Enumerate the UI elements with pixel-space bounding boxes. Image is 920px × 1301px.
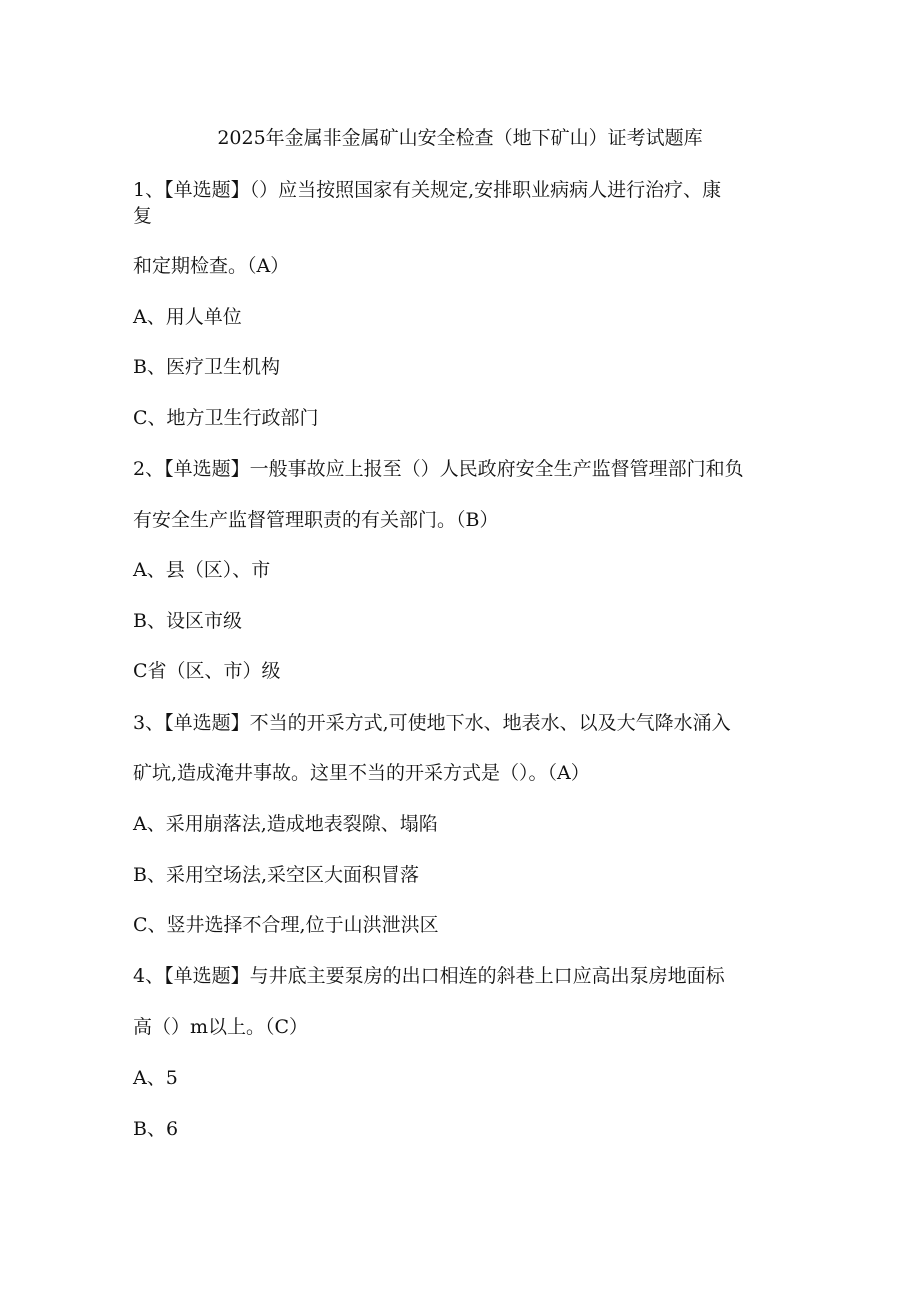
question-4-option-b: B、6 xyxy=(133,1118,179,1140)
question-3-line-2: 矿坑,造成淹井事故。这里不当的开采方式是（）。（A） xyxy=(133,762,590,784)
question-1-line-1: 1、【单选题】（）应当按照国家有关规定,安排职业病病人进行治疗、康 xyxy=(133,179,722,201)
document-title: 2025年金属非金属矿山安全检查（地下矿山）证考试题库 xyxy=(217,127,703,149)
question-3-option-c: C、竖井选择不合理,位于山洪泄洪区 xyxy=(133,914,439,936)
question-2-line-1: 2、【单选题】一般事故应上报至（）人民政府安全生产监督管理部门和负 xyxy=(133,458,744,480)
question-2-option-b: B、设区市级 xyxy=(133,610,242,632)
question-4-line-2: 高（）m以上。（C） xyxy=(133,1016,309,1038)
question-2-line-2: 有安全生产监督管理职责的有关部门。（B） xyxy=(133,509,499,531)
question-2-option-c: C省（区、市）级 xyxy=(133,660,281,682)
question-4-line-1: 4、【单选题】与井底主要泵房的出口相连的斜巷上口应高出泵房地面标 xyxy=(133,965,725,987)
question-2-option-a: A、县（区）、市 xyxy=(133,559,271,581)
question-1-line-2: 复 xyxy=(133,205,153,227)
question-4-option-a: A、5 xyxy=(133,1067,178,1089)
question-3-line-1: 3、【单选题】不当的开采方式,可使地下水、地表水、以及大气降水涌入 xyxy=(133,712,731,734)
question-1-option-b: B、医疗卫生机构 xyxy=(133,356,280,378)
question-3-option-a: A、采用崩落法,造成地表裂隙、塌陷 xyxy=(133,813,438,835)
question-3-option-b: B、采用空场法,采空区大面积冒落 xyxy=(133,864,420,886)
question-1-option-c: C、地方卫生行政部门 xyxy=(133,407,319,429)
question-1-option-a: A、用人单位 xyxy=(133,306,242,328)
question-1-line-3: 和定期检查。（A） xyxy=(133,255,290,277)
